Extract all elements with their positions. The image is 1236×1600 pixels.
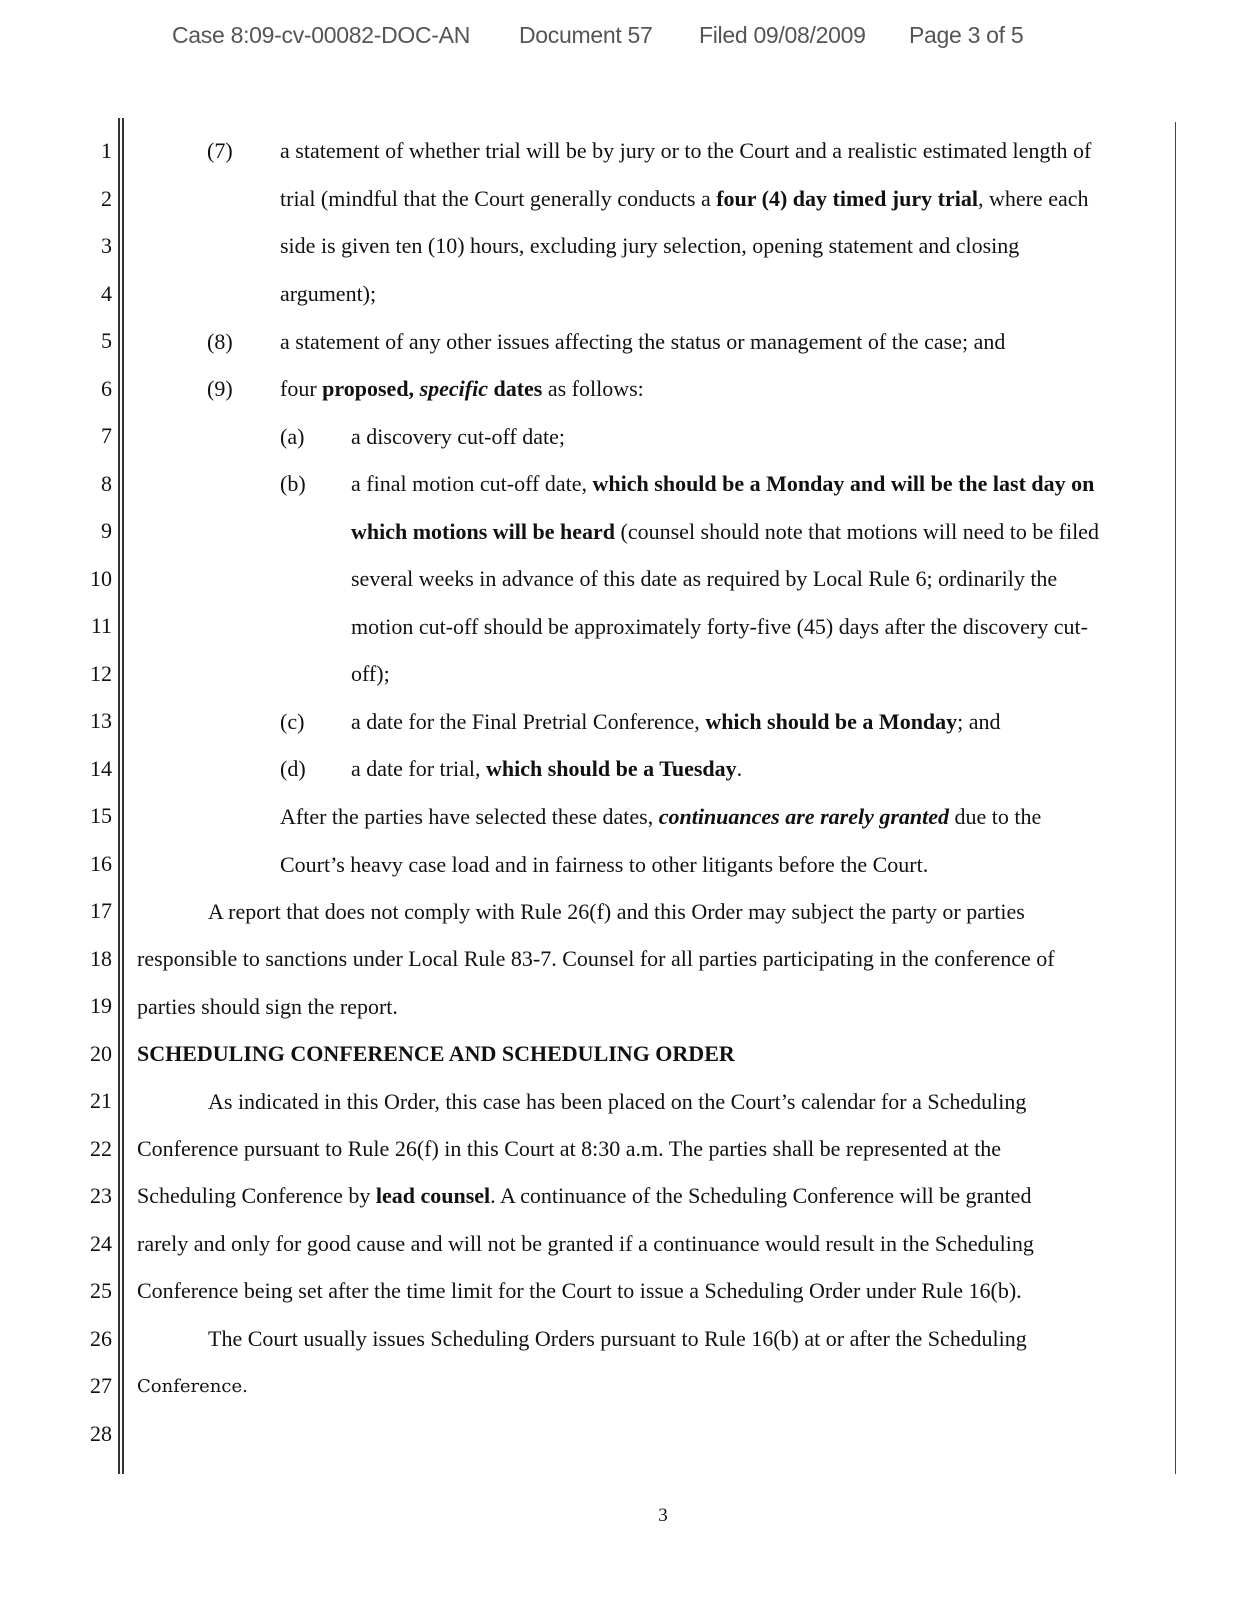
bold-text: which should be a Monday — [705, 709, 958, 734]
text-line: off); — [351, 661, 390, 686]
text-line: A report that does not comply with Rule 26(f) and this Order may subject the party or parties — [208, 899, 1025, 924]
line-number: 26 — [90, 1325, 112, 1351]
line-number: 9 — [101, 518, 112, 543]
text-line: Conference. — [137, 1376, 248, 1397]
line-number: 27 — [90, 1373, 112, 1398]
margin-rule-right — [122, 118, 124, 1474]
bold-text: which should be a Tuesday — [486, 756, 737, 781]
line-number: 3 — [101, 233, 112, 258]
line-number: 24 — [90, 1230, 112, 1256]
text-line: responsible to sanctions under Local Rule 83-7. Counsel for all parties participating in the conference of — [137, 946, 1055, 971]
sub-item-label: (c) — [280, 709, 305, 734]
item-label: (7) — [207, 138, 233, 163]
document-number: Document 57 — [519, 22, 653, 48]
text-line — [351, 471, 1094, 497]
text: due to the — [949, 804, 1042, 829]
line-number: 10 — [90, 565, 112, 591]
text: four — [280, 376, 323, 401]
text: Scheduling Conference by — [137, 1183, 376, 1208]
text: a date for trial, — [351, 756, 486, 781]
line-number: 19 — [90, 993, 112, 1018]
text-line — [280, 804, 1041, 830]
line-number: 28 — [90, 1420, 112, 1446]
text: trial (mindful that the Court generally conducts a — [280, 186, 717, 211]
case-number: Case 8:09-cv-00082-DOC-AN — [172, 22, 471, 48]
sub-item-label: (b) — [280, 471, 306, 496]
bold-italic-text: continuances are rarely granted — [658, 804, 950, 829]
text: a final motion cut-off date, — [351, 471, 593, 496]
text-line: motion cut-off should be approximately forty-five (45) days after the discovery cut- — [351, 614, 1088, 639]
line-number: 17 — [90, 898, 112, 923]
line-number: 4 — [101, 280, 112, 306]
text: a date for the Final Pretrial Conference, — [351, 709, 706, 734]
line-number: 21 — [90, 1088, 112, 1113]
bold-text: which motions will be heard — [351, 519, 616, 544]
page-number: 3 — [658, 1505, 668, 1526]
filed-date: Filed 09/08/2009 — [699, 22, 866, 48]
text-line: parties should sign the report. — [137, 994, 398, 1019]
line-number: 14 — [90, 755, 112, 781]
line-number: 6 — [101, 375, 112, 401]
bold-text: which should be a Monday and will be the last day on — [592, 471, 1095, 496]
line-number: 16 — [90, 850, 112, 876]
item-label: (9) — [207, 376, 233, 401]
text-line: rarely and only for good cause and will not be granted if a continuance would result in the Scheduling — [137, 1231, 1034, 1256]
text: ; and — [957, 709, 1001, 734]
line-number: 1 — [101, 138, 112, 163]
line-number: 11 — [90, 613, 112, 638]
line-number: 8 — [101, 470, 112, 496]
text-line: Conference being set after the time limit for the Court to issue a Scheduling Order under Rule 16(b). — [137, 1278, 1022, 1303]
line-number: 12 — [90, 660, 112, 686]
line-number: 18 — [90, 945, 112, 971]
text-line: side is given ten (10) hours, excluding jury selection, opening statement and closing — [280, 233, 1020, 258]
sub-item-label: (d) — [280, 756, 306, 781]
line-number: 2 — [101, 185, 112, 211]
bold-text: proposed, — [322, 376, 420, 401]
text-line — [137, 1183, 1031, 1209]
line-number: 20 — [90, 1040, 112, 1066]
text-line: As indicated in this Order, this case has been placed on the Court’s calendar for a Scheduling — [208, 1089, 1027, 1114]
text: . A continuance of the Scheduling Conference will be granted — [490, 1183, 1032, 1208]
text-line: a statement of any other issues affecting the status or management of the case; and — [280, 329, 1006, 354]
text-line: a discovery cut-off date; — [351, 424, 566, 449]
bold-italic-text: specific — [419, 376, 488, 401]
text-line: Conference pursuant to Rule 26(f) in this Court at 8:30 a.m. The parties shall be represented at the — [137, 1136, 1002, 1161]
sub-item-label: (a) — [280, 424, 305, 449]
line-number: 22 — [90, 1135, 112, 1161]
line-number: 5 — [101, 328, 112, 353]
text-line — [351, 709, 1001, 735]
margin-rule-left — [118, 118, 120, 1474]
text-line — [280, 186, 1089, 212]
text-line: a statement of whether trial will be by jury or to the Court and a realistic estimated length of — [280, 138, 1092, 163]
bold-text: lead counsel — [375, 1183, 491, 1208]
bold-text: dates — [487, 376, 543, 401]
line-number: 13 — [90, 708, 112, 733]
page-indicator: Page 3 of 5 — [909, 22, 1024, 48]
line-number: 23 — [90, 1183, 112, 1208]
text-line: argument); — [280, 281, 377, 306]
text-line: The Court usually issues Scheduling Orders pursuant to Rule 16(b) at or after the Scheduling — [208, 1326, 1027, 1351]
text-line — [351, 519, 1099, 545]
text-line — [280, 376, 644, 402]
text: . — [736, 756, 743, 781]
line-number: 25 — [90, 1278, 112, 1303]
text: (counsel should note that motions will need to be filed — [615, 519, 1099, 544]
text: , where each — [977, 186, 1089, 211]
section-heading: SCHEDULING CONFERENCE AND SCHEDULING ORDER — [137, 1041, 735, 1066]
text: After the parties have selected these dates, — [280, 804, 659, 829]
bold-text: four (4) day timed jury trial — [716, 186, 978, 211]
text-line: several weeks in advance of this date as required by Local Rule 6; ordinarily the — [351, 566, 1058, 591]
item-label: (8) — [207, 329, 233, 354]
text: as follows: — [542, 376, 644, 401]
line-number: 15 — [90, 803, 112, 828]
right-margin-rule — [1175, 122, 1176, 1474]
text-line: Court’s heavy case load and in fairness to other litigants before the Court. — [280, 852, 929, 877]
line-number: 7 — [101, 423, 112, 448]
text-line — [351, 756, 742, 782]
